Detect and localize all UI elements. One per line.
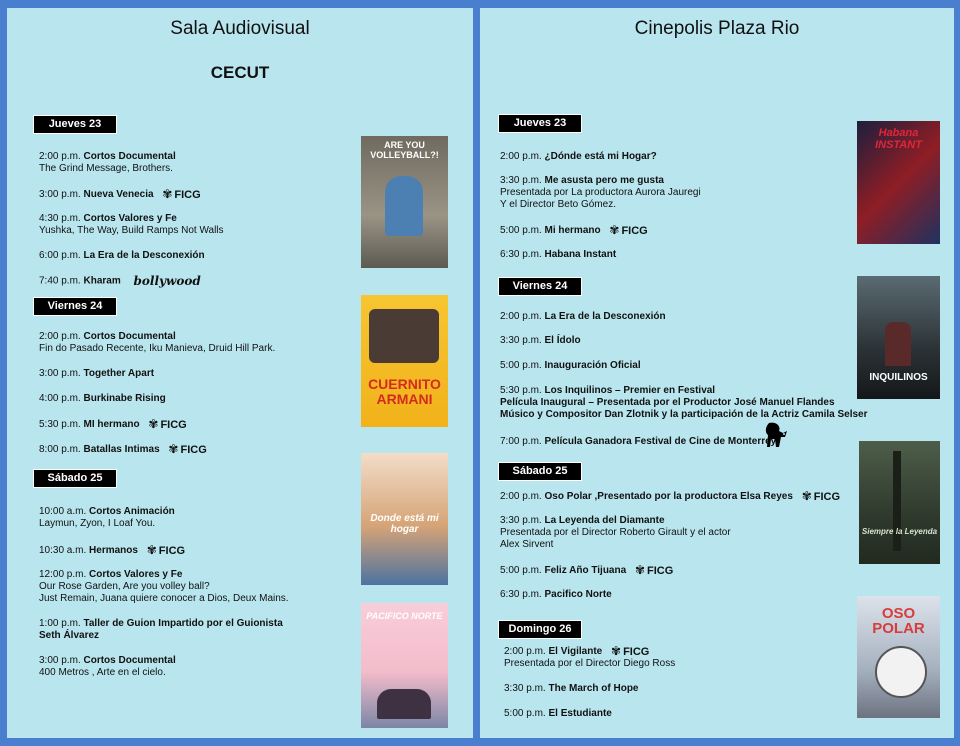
- event-time: 2:00 p.m.: [39, 331, 81, 342]
- event-detail: Our Rose Garden, Are you volley ball?: [39, 581, 210, 592]
- event-time: 7:00 p.m.: [500, 436, 542, 447]
- event-title: Seth Álvarez: [39, 630, 100, 641]
- event-title: Cortos Valores y Fe: [89, 569, 183, 580]
- event-title: Oso Polar ,Presentado por la productora Elsa Reyes: [544, 491, 793, 503]
- event-title: Cortos Valores y Fe: [83, 213, 177, 224]
- event-title: Los Inquilinos – Premier en Festival: [544, 385, 716, 396]
- left-panel: [7, 8, 473, 738]
- day-label: Viernes 24: [499, 278, 581, 295]
- schedule-item: [39, 331, 275, 355]
- day-label: Jueves 23: [34, 116, 116, 133]
- ficg-logo-icon: ✾ FICG: [801, 489, 841, 503]
- schedule-item: [504, 645, 675, 670]
- event-title: La Leyenda del Diamante: [544, 515, 665, 526]
- event-detail: Alex Sirvent: [500, 539, 554, 550]
- event-title: El Vigilante: [548, 646, 603, 658]
- event-time: 5:00 p.m.: [500, 360, 542, 371]
- event-time: 7:40 p.m.: [39, 275, 81, 287]
- schedule-item: [500, 490, 840, 503]
- right-panel: [480, 8, 954, 738]
- event-time: 8:00 p.m.: [39, 444, 81, 456]
- schedule-item: [39, 618, 283, 642]
- event-time: 6:30 p.m.: [500, 589, 542, 600]
- event-detail: 400 Metros , Arte en el cielo.: [39, 667, 166, 678]
- day-label: Domingo 26: [499, 621, 581, 638]
- event-time: 10:00 a.m.: [39, 506, 87, 517]
- movie-poster: OSO POLAR: [857, 596, 940, 718]
- schedule-item: [500, 385, 868, 421]
- event-detail: Laymun, Zyon, I Loaf You.: [39, 518, 156, 529]
- bollywood-logo-icon: bollywood: [133, 274, 201, 288]
- event-time: 5:30 p.m.: [500, 385, 542, 396]
- event-title: Taller de Guion Impartido por el Guionista: [83, 618, 283, 629]
- day-label: Sábado 25: [34, 470, 116, 487]
- event-time: 5:00 p.m.: [500, 225, 542, 237]
- event-title: Habana Instant: [544, 249, 617, 260]
- schedule-item: [500, 311, 666, 323]
- schedule-item: [500, 515, 731, 551]
- event-title: Cortos Documental: [83, 151, 176, 162]
- ficg-logo-icon: ✾ FICG: [609, 223, 648, 237]
- schedule-item: [500, 175, 701, 211]
- event-title: Together Apart: [83, 368, 155, 379]
- event-title: El Ídolo: [544, 335, 581, 346]
- event-title: ¿Dónde está mi Hogar?: [544, 151, 657, 162]
- event-title: Mi hermano: [544, 225, 601, 237]
- schedule-item: [39, 250, 205, 262]
- ficg-logo-icon: ✾ FICG: [168, 442, 207, 456]
- day-label: Viernes 24: [34, 298, 116, 315]
- event-detail: Yushka, The Way, Build Ramps Not Walls: [39, 225, 224, 236]
- movie-poster: CUERNITO ARMANI: [361, 295, 448, 427]
- event-time: 1:00 p.m.: [39, 618, 81, 629]
- schedule-item: [39, 655, 176, 679]
- schedule-item: [39, 393, 166, 405]
- event-title: Inauguración Oficial: [544, 360, 641, 371]
- ficg-logo-icon: ✾ FICG: [634, 563, 674, 577]
- event-title: Nueva Venecia: [83, 189, 154, 201]
- event-detail: Presentada por el Director Diego Ross: [504, 658, 676, 670]
- goat-logo-icon: [763, 421, 791, 451]
- event-title: Hermanos: [89, 545, 138, 557]
- event-time: 2:00 p.m.: [39, 151, 81, 162]
- schedule-item: [500, 335, 581, 347]
- event-title: Músico y Compositor Dan Zlotnik y la participación de la Actriz Camila Selser: [500, 409, 868, 420]
- schedule-item: [500, 589, 612, 601]
- venue-title: Cinepolis Plaza Rio: [634, 18, 800, 39]
- event-detail: Just Remain, Juana quiere conocer a Dios, Deux Mains.: [39, 593, 289, 604]
- event-title: Cortos Documental: [83, 655, 176, 666]
- event-time: 3:30 p.m.: [500, 335, 542, 346]
- event-detail: Y el Director Beto Gómez.: [500, 199, 616, 210]
- event-title: La Era de la Desconexión: [83, 250, 205, 261]
- event-time: 2:00 p.m.: [500, 151, 542, 162]
- schedule-item: [500, 224, 648, 237]
- event-title: Pacifico Norte: [544, 589, 612, 600]
- movie-poster: INQUILINOS: [857, 276, 940, 399]
- day-label: Sábado 25: [499, 463, 581, 480]
- event-title: Burkinabe Rising: [83, 393, 166, 404]
- event-time: 5:00 p.m.: [504, 708, 546, 719]
- schedule-item: [500, 436, 776, 448]
- event-time: 4:30 p.m.: [39, 213, 81, 224]
- event-time: 12:00 p.m.: [39, 569, 87, 580]
- movie-poster: Donde está mi hogar: [361, 453, 448, 585]
- schedule-item: [39, 213, 224, 237]
- schedule-item: [500, 151, 657, 163]
- event-time: 2:00 p.m.: [504, 646, 546, 658]
- schedule-item: [500, 249, 616, 261]
- ficg-logo-icon: ✾ FICG: [148, 417, 187, 431]
- event-title: Me asusta pero me gusta: [544, 175, 664, 186]
- event-time: 5:00 p.m.: [500, 565, 542, 577]
- event-time: 2:00 p.m.: [500, 311, 542, 322]
- ficg-logo-icon: ✾ FICG: [611, 644, 650, 658]
- day-label: Jueves 23: [499, 115, 581, 132]
- event-time: 6:30 p.m.: [500, 249, 542, 260]
- event-time: 3:00 p.m.: [39, 655, 81, 666]
- event-time: 4:00 p.m.: [39, 393, 81, 404]
- event-detail: Fin do Pasado Recente, Iku Manieva, Druid Hill Park.: [39, 343, 276, 354]
- schedule-item: [504, 708, 612, 720]
- schedule-item: [39, 275, 201, 288]
- event-title: Feliz Año Tijuana: [544, 565, 627, 577]
- schedule-item: [504, 683, 639, 695]
- event-title: El Estudiante: [548, 708, 612, 719]
- schedule-item: [500, 360, 641, 372]
- schedule-item: [39, 418, 187, 431]
- schedule-item: [39, 443, 207, 456]
- ficg-logo-icon: ✾ FICG: [146, 543, 186, 557]
- movie-poster: ARE YOU VOLLEYBALL?!: [361, 136, 448, 268]
- event-detail: Presentada por el Director Roberto Girault y el actor: [500, 527, 731, 538]
- event-time: 10:30 a.m.: [39, 545, 87, 557]
- event-title: Cortos Animación: [89, 506, 175, 517]
- event-time: 3:00 p.m.: [39, 189, 81, 201]
- event-title: Película Ganadora Festival de Cine de Monterrey: [544, 436, 777, 447]
- event-title: Cortos Documental: [83, 331, 176, 342]
- venue-title: Sala Audiovisual: [170, 18, 310, 39]
- event-time: 3:30 p.m.: [500, 515, 542, 526]
- schedule-item: [39, 151, 176, 175]
- event-title: The March of Hope: [548, 683, 639, 694]
- schedule-item: [500, 564, 673, 577]
- event-title: La Era de la Desconexión: [544, 311, 666, 322]
- venue-subtitle: CECUT: [210, 63, 270, 82]
- event-time: 5:30 p.m.: [39, 419, 81, 431]
- schedule-item: [39, 506, 175, 530]
- event-title: Batallas Intimas: [83, 444, 160, 456]
- event-time: 3:00 p.m.: [39, 368, 81, 379]
- schedule-item: [39, 569, 289, 605]
- schedule-item: [39, 368, 154, 380]
- event-detail: Presentada por La productora Aurora Jauregi: [500, 187, 701, 198]
- schedule-item: [39, 544, 185, 557]
- event-title: Película Inaugural – Presentada por el Productor José Manuel Flandes: [500, 397, 835, 408]
- event-time: 3:30 p.m.: [504, 683, 546, 694]
- event-time: 3:30 p.m.: [500, 175, 542, 186]
- movie-poster: Habana INSTANT: [857, 121, 940, 244]
- event-time: 2:00 p.m.: [500, 491, 542, 503]
- event-title: Kharam: [83, 275, 121, 287]
- event-detail: The Grind Message, Brothers.: [39, 163, 173, 174]
- movie-poster: Siempre la Leyenda: [859, 441, 940, 564]
- schedule-item: [39, 188, 201, 201]
- ficg-logo-icon: ✾ FICG: [162, 187, 201, 201]
- event-title: MI hermano: [83, 419, 140, 431]
- event-time: 6:00 p.m.: [39, 250, 81, 261]
- movie-poster: PACIFICO NORTE: [361, 603, 448, 728]
